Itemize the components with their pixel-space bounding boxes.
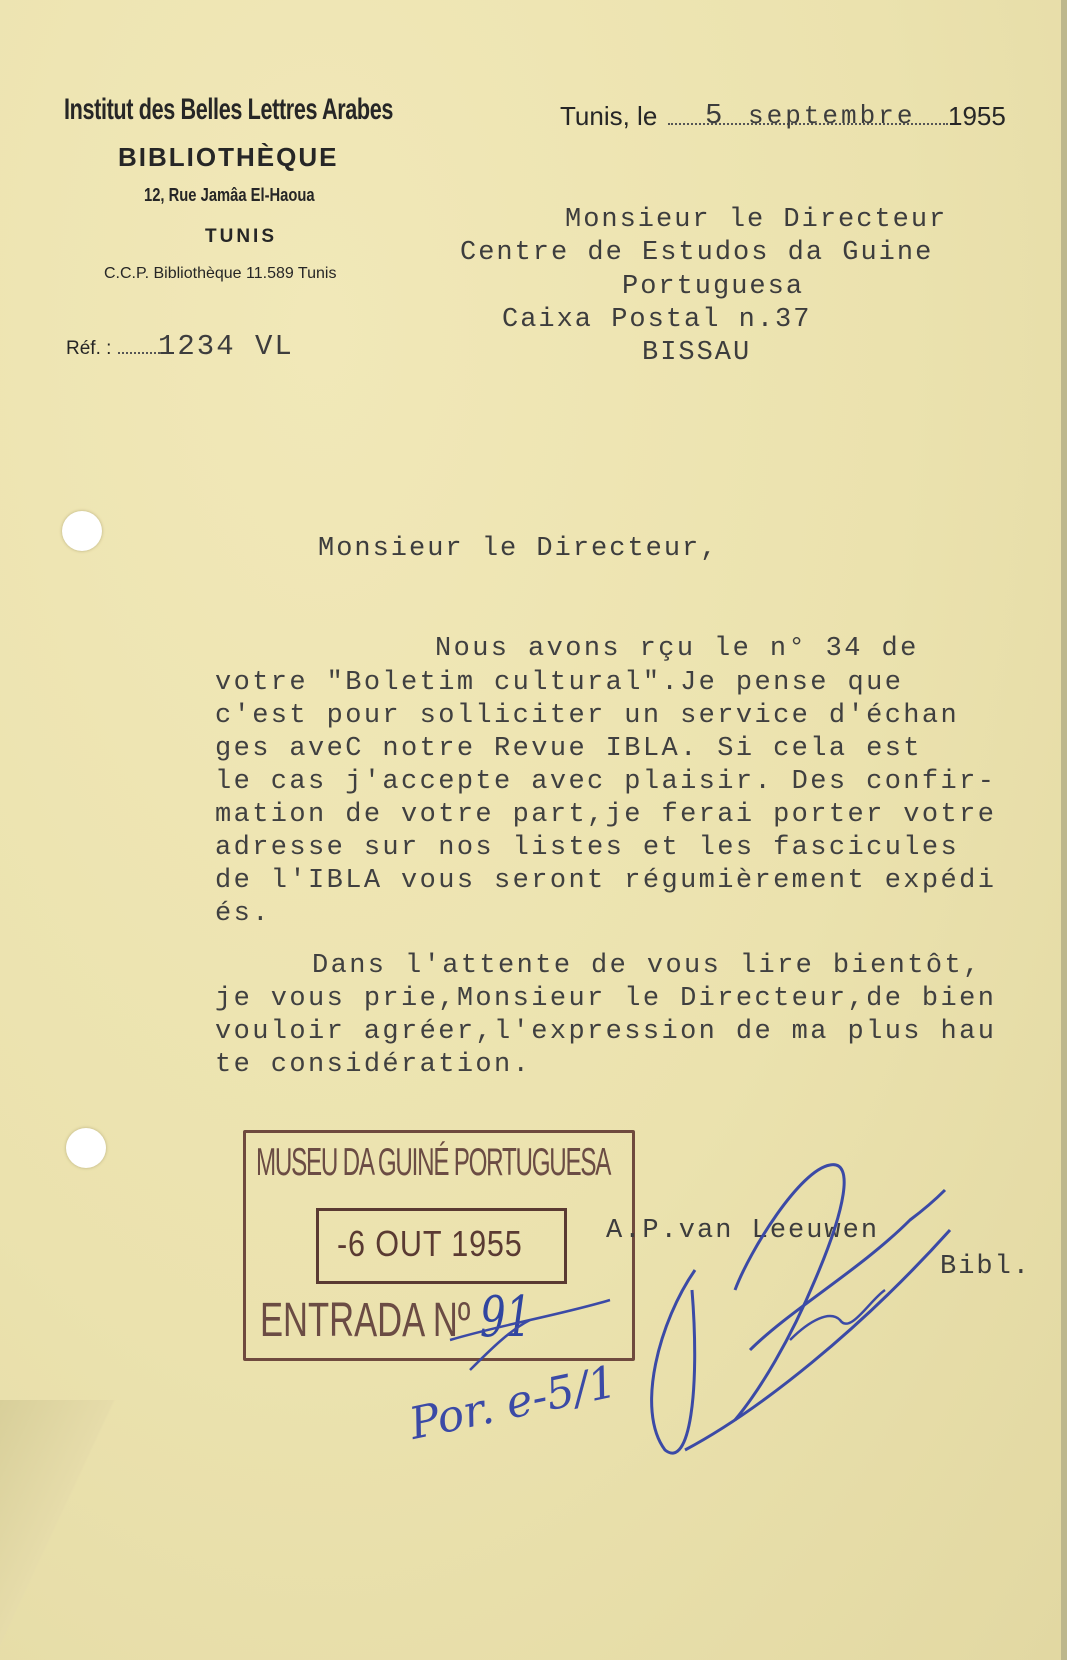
body-line: adresse sur nos listes et les fascicules — [215, 833, 960, 863]
street-address: 12, Rue Jamâa El-Haoua — [144, 185, 315, 205]
reference-label: Réf. : — [66, 338, 112, 359]
body-line: de l'IBLA vous seront régumièrement expédi — [215, 866, 997, 896]
city: TUNIS — [205, 226, 277, 247]
body-line: je vous prie,Monsieur le Directeur,de bien — [215, 984, 997, 1014]
recipient-line-4: Caixa Postal n.37 — [502, 305, 812, 335]
dateline-day: 5 — [705, 99, 725, 132]
body-line: és. — [215, 899, 271, 929]
institution-name: Institut des Belles Lettres Arabes — [64, 93, 394, 126]
handwritten-signature — [640, 1150, 970, 1480]
body-line: te considération. — [215, 1050, 532, 1080]
body-line: mation de votre part,je ferai porter votre — [215, 800, 997, 830]
salutation: Monsieur le Directeur, — [318, 534, 719, 564]
signatory-title: Bibl. — [940, 1252, 1032, 1282]
stamp-date: -6 OUT 1955 — [337, 1223, 523, 1264]
body-line: Nous avons rçu le n° 34 de — [435, 634, 919, 664]
body-line: c'est pour solliciter un service d'échan — [215, 701, 960, 731]
recipient-line-3: Portuguesa — [622, 272, 805, 302]
dateline-place: Tunis, le — [560, 101, 658, 131]
handwritten-annotation: Por. e-5/1 — [405, 1356, 622, 1450]
page-edge — [1061, 0, 1067, 1660]
ink-scribble — [440, 1290, 620, 1380]
postal-account: C.C.P. Bibliothèque 11.589 Tunis — [104, 265, 337, 282]
stamp-entry-label: ENTRADA Nº — [260, 1294, 471, 1347]
punch-hole-bottom — [66, 1128, 106, 1168]
body-line: ges aveC notre Revue IBLA. Si cela est — [215, 734, 922, 764]
signatory-name: A.P.van Leeuwen — [606, 1216, 880, 1246]
body-line: le cas j'accepte avec plaisir. Des confir- — [215, 767, 997, 797]
punch-hole-top — [62, 511, 102, 551]
stamp-title: MUSEU DA GUINÉ PORTUGUESA — [256, 1141, 611, 1184]
body-line: vouloir agréer,l'expression de ma plus hau — [215, 1017, 997, 1047]
recipient-line-1: Monsieur le Directeur — [565, 205, 948, 235]
dateline-month: septembre — [748, 101, 916, 131]
dateline-year: 1955 — [948, 101, 1006, 131]
library-heading: BIBLIOTHÈQUE — [118, 142, 339, 172]
recipient-line-2: Centre de Estudos da Guine — [460, 238, 934, 268]
stamp-entry-number: 91 — [480, 1285, 532, 1350]
reference-dots — [118, 352, 160, 354]
folded-corner — [0, 1400, 130, 1660]
stamp-date-box — [316, 1208, 567, 1284]
body-line: votre "Boletim cultural".Je pense que — [215, 668, 904, 698]
body-line: Dans l'attente de vous lire bientôt, — [312, 951, 982, 981]
reference-value: 1234 VL — [158, 330, 294, 363]
recipient-line-5: BISSAU — [642, 338, 752, 368]
